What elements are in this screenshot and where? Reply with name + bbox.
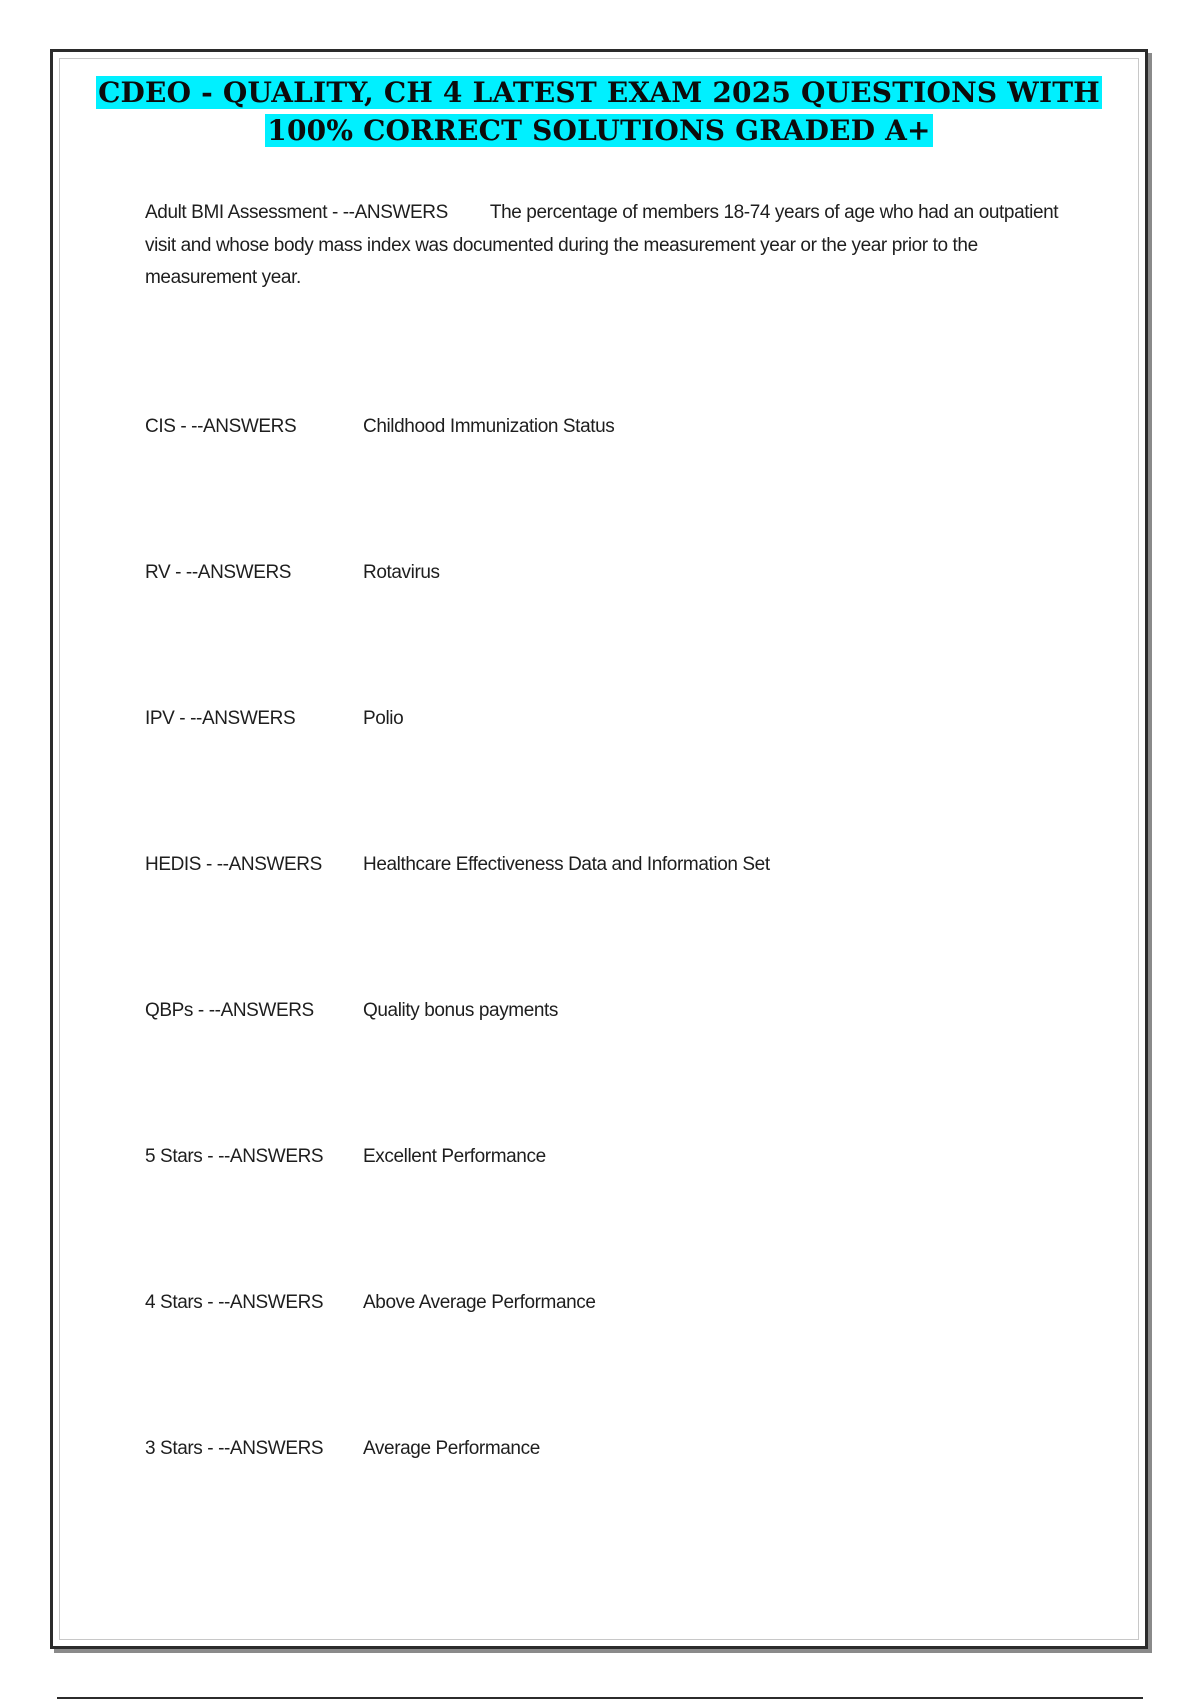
qa-item	[145, 1291, 1065, 1437]
qa-item	[145, 1437, 1065, 1583]
qa-item	[145, 707, 1065, 853]
qa-definition: Average Performance	[363, 1437, 540, 1459]
document-body	[145, 197, 1065, 1583]
qa-definition: Polio	[363, 707, 404, 729]
qa-list	[145, 415, 1065, 1583]
qa-term: 5 Stars - --ANSWERS	[145, 1145, 324, 1167]
qa-definition: Rotavirus	[363, 561, 440, 583]
qa-term: IPV - --ANSWERS	[145, 707, 296, 729]
qa-item	[145, 415, 1065, 561]
qa-term: CIS - --ANSWERS	[145, 415, 297, 437]
qa-definition: The percentage of members 18-74 years of age who had an outpatient visit and whose body mass index was documented during the measurement year or the year prior to the measurement year.	[145, 202, 1059, 288]
qa-definition: Healthcare Effectiveness Data and Information Set	[363, 853, 770, 875]
qa-term: 3 Stars - --ANSWERS	[145, 1437, 324, 1459]
qa-item	[145, 853, 1065, 999]
qa-term: HEDIS - --ANSWERS	[145, 853, 322, 875]
page-frame	[50, 49, 1148, 1649]
qa-item	[145, 561, 1065, 707]
document-title	[53, 74, 1145, 150]
qa-term: QBPs - --ANSWERS	[145, 999, 314, 1021]
qa-definition: Quality bonus payments	[363, 999, 559, 1021]
qa-item	[145, 1145, 1065, 1291]
qa-item	[145, 999, 1065, 1145]
qa-definition: Childhood Immunization Status	[363, 415, 615, 437]
title-line-1: CDEO - QUALITY, CH 4 LATEST EXAM 2025 QUESTIONS WITH	[98, 76, 1100, 109]
qa-term: 4 Stars - --ANSWERS	[145, 1291, 324, 1313]
qa-definition: Excellent Performance	[363, 1145, 546, 1167]
qa-item-adult-bmi	[145, 197, 1065, 295]
qa-term: RV - --ANSWERS	[145, 561, 292, 583]
next-page-edge	[57, 1697, 1143, 1699]
title-line-2: 100% CORRECT SOLUTIONS GRADED A+	[267, 114, 931, 147]
qa-term: Adult BMI Assessment - --ANSWERS	[145, 202, 448, 223]
qa-definition: Above Average Performance	[363, 1291, 596, 1313]
